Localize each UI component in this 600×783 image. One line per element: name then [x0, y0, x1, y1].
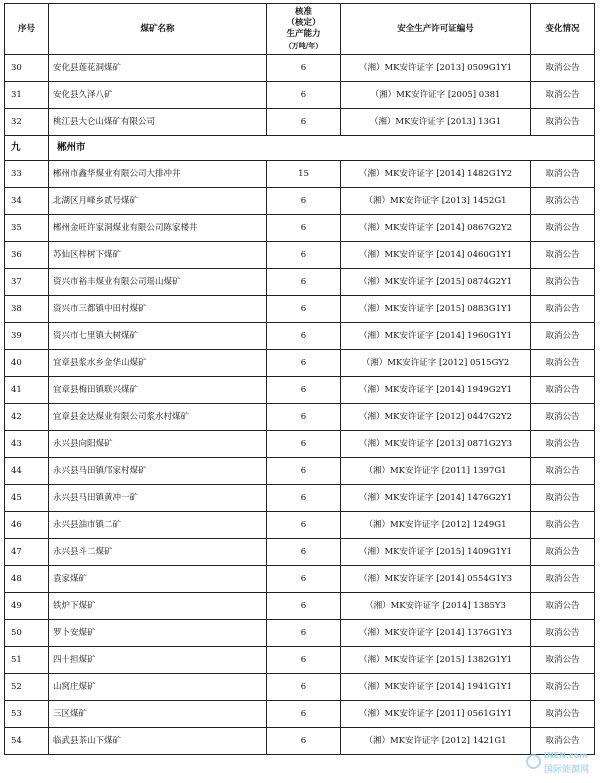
cell-mine-name: 安化县莲花洞煤矿	[49, 55, 267, 82]
watermark-logo-icon	[526, 754, 541, 769]
cell-mine-name: 袁家煤矿	[49, 566, 267, 593]
cell-license: （湘）MK安许证字 [2015] 1382G1Y1	[341, 647, 531, 674]
table-row	[5, 620, 595, 647]
cell-change: 取消公告	[531, 296, 595, 323]
table-row	[5, 109, 595, 136]
cell-capacity: 6	[267, 620, 341, 647]
cell-mine-name: 宜章县梅田镇联兴煤矿	[49, 377, 267, 404]
cell-mine-name: 罗卜安煤矿	[49, 620, 267, 647]
table-row	[5, 431, 595, 458]
cell-mine-name: 北湖区月峰乡贰号煤矿	[49, 188, 267, 215]
cell-mine-name: 安化县久泽八矿	[49, 82, 267, 109]
cell-number: 47	[5, 539, 49, 566]
table-row	[5, 188, 595, 215]
cell-capacity: 6	[267, 296, 341, 323]
cell-change: 取消公告	[531, 485, 595, 512]
table-row	[5, 296, 595, 323]
cell-capacity: 6	[267, 728, 341, 755]
table-row	[5, 512, 595, 539]
cell-number: 38	[5, 296, 49, 323]
cell-license: （湘）MK安许证字 [2013] 0871G2Y3	[341, 431, 531, 458]
cell-capacity: 6	[267, 188, 341, 215]
table-row	[5, 674, 595, 701]
cell-license: （湘）MK安许证字 [2012] 0447G2Y2	[341, 404, 531, 431]
cell-change: 取消公告	[531, 647, 595, 674]
cell-mine-name: 永兴县马田镇邝家村煤矿	[49, 458, 267, 485]
cell-change: 取消公告	[531, 215, 595, 242]
cell-license: （湘）MK安许证字 [2014] 0554G1Y3	[341, 566, 531, 593]
cell-mine-name: 资兴市三都镇中田村煤矿	[49, 296, 267, 323]
header-license: 安全生产许可证编号	[341, 4, 531, 55]
cell-capacity: 6	[267, 485, 341, 512]
cell-change: 取消公告	[531, 323, 595, 350]
watermark-line2: 国际能源网	[544, 765, 590, 775]
cell-mine-name: 桃江县大仑山煤矿有限公司	[49, 109, 267, 136]
cell-mine-name: 永兴县马田镇黄冲一矿	[49, 485, 267, 512]
coal-mine-table-sheet	[4, 3, 594, 755]
cell-change: 取消公告	[531, 404, 595, 431]
cell-change: 取消公告	[531, 728, 595, 755]
cell-license: （湘）MK安许证字 [2015] 1409G1Y1	[341, 539, 531, 566]
table-row	[5, 377, 595, 404]
cell-number: 46	[5, 512, 49, 539]
cell-license: （湘）MK安许证字 [2015] 0883G1Y1	[341, 296, 531, 323]
table-row	[5, 566, 595, 593]
cell-mine-name: 资兴市裕丰煤业有限公司瑶山煤矿	[49, 269, 267, 296]
cell-license: （湘）MK安许证字 [2014] 1960G1Y1	[341, 323, 531, 350]
cell-mine-name: 资兴市七里镇大树煤矿	[49, 323, 267, 350]
cell-license: （湘）MK安许证字 [2014] 1482G1Y2	[341, 161, 531, 188]
cell-license: （湘）MK安许证字 [2014] 1941G1Y1	[341, 674, 531, 701]
cell-number: 40	[5, 350, 49, 377]
cell-mine-name: 临武县茶山下煤矿	[49, 728, 267, 755]
cell-mine-name: 苏仙区梓树下煤矿	[49, 242, 267, 269]
cell-mine-name: 宜章县金达煤业有限公司浆水村煤矿	[49, 404, 267, 431]
section-title: 郴州市	[49, 136, 595, 161]
cell-number: 34	[5, 188, 49, 215]
cell-number: 37	[5, 269, 49, 296]
cell-change: 取消公告	[531, 82, 595, 109]
cell-capacity: 6	[267, 431, 341, 458]
cell-number: 50	[5, 620, 49, 647]
header-capacity	[267, 4, 341, 55]
cell-capacity: 6	[267, 512, 341, 539]
cell-capacity: 6	[267, 55, 341, 82]
cell-capacity: 6	[267, 404, 341, 431]
cell-capacity: 6	[267, 350, 341, 377]
cell-number: 30	[5, 55, 49, 82]
cell-number: 31	[5, 82, 49, 109]
cell-capacity: 6	[267, 647, 341, 674]
cell-mine-name: 山窝庄煤矿	[49, 674, 267, 701]
cell-mine-name: 郴州金旺许家洞煤业有限公司陈家楼井	[49, 215, 267, 242]
header-capacity-line3: 生产能力	[286, 29, 321, 39]
cell-capacity: 6	[267, 701, 341, 728]
table-row	[5, 82, 595, 109]
cell-license: （湘）MK安许证字 [2011] 1397G1	[341, 458, 531, 485]
cell-number: 49	[5, 593, 49, 620]
cell-license: （湘）MK安许证字 [2012] 1421G1	[341, 728, 531, 755]
cell-license: （湘）MK安许证字 [2014] 0867G2Y2	[341, 215, 531, 242]
cell-number: 53	[5, 701, 49, 728]
cell-capacity: 6	[267, 215, 341, 242]
header-capacity-line1: 核准	[294, 7, 312, 17]
cell-license: （湘）MK安许证字 [2015] 0874G2Y1	[341, 269, 531, 296]
table-row	[5, 161, 595, 188]
cell-mine-name: 永兴县向阳煤矿	[49, 431, 267, 458]
table-row	[5, 215, 595, 242]
cell-number: 44	[5, 458, 49, 485]
section-row	[5, 136, 595, 161]
table-row	[5, 55, 595, 82]
cell-license: （湘）MK安许证字 [2014] 1385Y3	[341, 593, 531, 620]
header-name: 煤矿名称	[49, 4, 267, 55]
cell-capacity: 6	[267, 593, 341, 620]
table-row	[5, 404, 595, 431]
header-change: 变化情况	[531, 4, 595, 55]
cell-capacity: 6	[267, 242, 341, 269]
cell-change: 取消公告	[531, 539, 595, 566]
cell-license: （湘）MK安许证字 [2012] 1249G1	[341, 512, 531, 539]
cell-license: （湘）MK安许证字 [2014] 1376G1Y3	[341, 620, 531, 647]
header-no: 序号	[5, 4, 49, 55]
cell-change: 取消公告	[531, 377, 595, 404]
cell-capacity: 6	[267, 269, 341, 296]
cell-change: 取消公告	[531, 242, 595, 269]
cell-change: 取消公告	[531, 109, 595, 136]
cell-number: 33	[5, 161, 49, 188]
cell-mine-name: 铁炉下煤矿	[49, 593, 267, 620]
cell-change: 取消公告	[531, 458, 595, 485]
cell-mine-name: 永兴县油市镇二矿	[49, 512, 267, 539]
cell-license: （湘）MK安许证字 [2014] 1949G2Y1	[341, 377, 531, 404]
cell-change: 取消公告	[531, 512, 595, 539]
cell-number: 42	[5, 404, 49, 431]
table-row	[5, 728, 595, 755]
cell-change: 取消公告	[531, 593, 595, 620]
cell-number: 32	[5, 109, 49, 136]
cell-mine-name: 永兴县斗二煤矿	[49, 539, 267, 566]
coal-mine-table	[4, 3, 595, 755]
cell-capacity: 6	[267, 566, 341, 593]
cell-license: （湘）MK安许证字 [2013] 13G1	[341, 109, 531, 136]
cell-change: 取消公告	[531, 566, 595, 593]
cell-mine-name: 宜章县浆水乡金华山煤矿	[49, 350, 267, 377]
cell-mine-name: 三区煤矿	[49, 701, 267, 728]
cell-number: 45	[5, 485, 49, 512]
cell-change: 取消公告	[531, 55, 595, 82]
table-row	[5, 323, 595, 350]
table-row	[5, 458, 595, 485]
header-capacity-line2: （核定）	[286, 18, 321, 28]
cell-number: 35	[5, 215, 49, 242]
section-number: 九	[5, 136, 49, 161]
cell-change: 取消公告	[531, 188, 595, 215]
cell-license: （湘）MK安许证字 [2013] 0509G1Y1	[341, 55, 531, 82]
table-row	[5, 242, 595, 269]
table-row	[5, 647, 595, 674]
cell-capacity: 6	[267, 82, 341, 109]
cell-number: 48	[5, 566, 49, 593]
watermark	[526, 751, 590, 777]
table-row	[5, 593, 595, 620]
cell-number: 41	[5, 377, 49, 404]
header-capacity-unit: （万吨/年）	[284, 41, 323, 50]
table-row	[5, 539, 595, 566]
cell-capacity: 6	[267, 377, 341, 404]
cell-change: 取消公告	[531, 161, 595, 188]
cell-capacity: 6	[267, 539, 341, 566]
table-header-row	[5, 4, 595, 55]
cell-number: 52	[5, 674, 49, 701]
table-row	[5, 485, 595, 512]
cell-number: 39	[5, 323, 49, 350]
table-row	[5, 269, 595, 296]
cell-capacity: 6	[267, 323, 341, 350]
cell-change: 取消公告	[531, 674, 595, 701]
cell-change: 取消公告	[531, 269, 595, 296]
cell-change: 取消公告	[531, 620, 595, 647]
cell-capacity: 6	[267, 674, 341, 701]
cell-mine-name: 四十担煤矿	[49, 647, 267, 674]
cell-change: 取消公告	[531, 701, 595, 728]
cell-capacity: 6	[267, 458, 341, 485]
table-body-section	[5, 136, 595, 161]
cell-capacity: 15	[267, 161, 341, 188]
cell-number: 51	[5, 647, 49, 674]
table-row	[5, 701, 595, 728]
cell-license: （湘）MK安许证字 [2012] 0515GY2	[341, 350, 531, 377]
cell-change: 取消公告	[531, 350, 595, 377]
cell-number: 43	[5, 431, 49, 458]
cell-license: （湘）MK安许证字 [2014] 1476G2Y1	[341, 485, 531, 512]
watermark-line1: INEN.com	[544, 751, 588, 760]
cell-mine-name: 郴州市鑫华煤业有限公司大排冲井	[49, 161, 267, 188]
cell-capacity: 6	[267, 109, 341, 136]
cell-change: 取消公告	[531, 431, 595, 458]
table-body-yiyang	[5, 55, 595, 136]
table-row	[5, 350, 595, 377]
cell-number: 54	[5, 728, 49, 755]
cell-license: （湘）MK安许证字 [2013] 1452G1	[341, 188, 531, 215]
cell-license: （湘）MK安许证字 [2005] 0381	[341, 82, 531, 109]
cell-license: （湘）MK安许证字 [2011] 0561G1Y1	[341, 701, 531, 728]
cell-license: （湘）MK安许证字 [2014] 0460G1Y1	[341, 242, 531, 269]
table-body-chenzhou	[5, 161, 595, 755]
cell-number: 36	[5, 242, 49, 269]
